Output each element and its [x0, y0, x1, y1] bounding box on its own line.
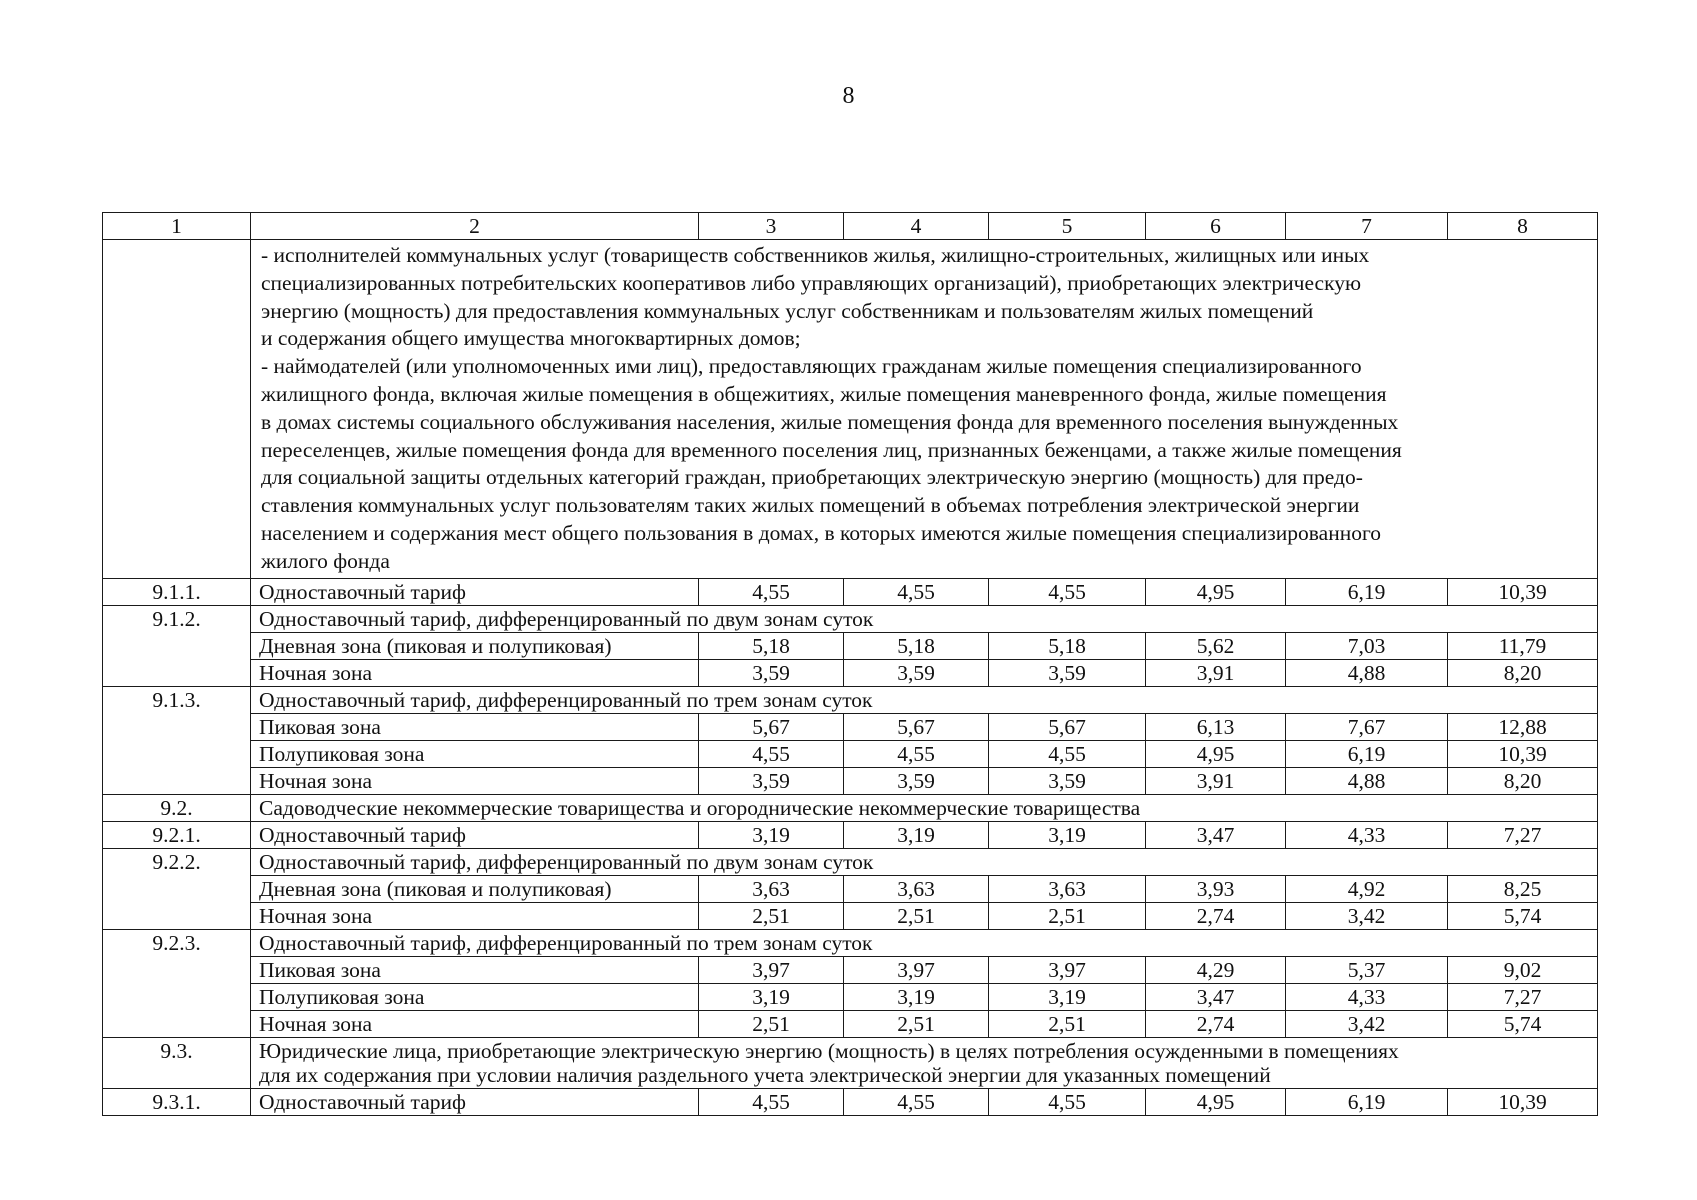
tariff-value: 5,37: [1286, 956, 1448, 983]
tariff-value: 4,55: [844, 578, 989, 605]
tariff-value: 12,88: [1448, 713, 1598, 740]
tariff-value: 8,20: [1448, 659, 1598, 686]
tariff-value: 4,55: [844, 740, 989, 767]
column-number: 4: [844, 213, 989, 240]
text-line: специализированных потребительских кооперативов либо управляющих организаций), приобретающих электрическую: [261, 270, 1362, 295]
tariff-row: [103, 767, 1598, 794]
text-line: для их содержания при условии наличия раздельного учета электрической энергии для указанных помещений: [259, 1062, 1271, 1087]
tariff-value: 10,39: [1448, 1088, 1598, 1115]
column-number: 5: [989, 213, 1146, 240]
tariff-value: 5,67: [989, 713, 1146, 740]
column-number: 7: [1286, 213, 1448, 240]
tariff-value: 5,67: [699, 713, 844, 740]
text-line: жилищного фонда, включая жилые помещения в общежитиях, жилые помещения маневренного фонда, жилые помещения: [261, 381, 1387, 406]
tariff-value: 4,55: [699, 1088, 844, 1115]
tariff-value: 4,55: [699, 740, 844, 767]
tariff-value: 3,19: [844, 983, 989, 1010]
tariff-row: [103, 1088, 1598, 1115]
tariff-value: 8,20: [1448, 767, 1598, 794]
text-line: в домах системы социального обслуживания населения, жилые помещения фонда для временного поселения вынужденных: [261, 409, 1399, 434]
row-number-cell: 9.2.: [103, 794, 251, 821]
tariff-value: 3,59: [989, 767, 1146, 794]
tariff-value: 4,55: [989, 578, 1146, 605]
tariff-value: 3,19: [844, 821, 989, 848]
column-number: 3: [699, 213, 844, 240]
row-number-cell: 9.1.2.: [103, 605, 251, 686]
tariff-value: 4,55: [989, 740, 1146, 767]
tariff-value: 3,59: [699, 659, 844, 686]
text-line: для социальной защиты отдельных категорий граждан, приобретающих электрическую энергию (мощность) для предо-: [261, 465, 1363, 490]
column-number: 1: [103, 213, 251, 240]
tariff-table: [102, 212, 1598, 1116]
tariff-row: [103, 983, 1598, 1010]
tariff-value: 3,91: [1146, 659, 1286, 686]
tariff-value: 4,95: [1146, 740, 1286, 767]
section-heading-row: [103, 686, 1598, 713]
tariff-value: 4,55: [844, 1088, 989, 1115]
tariff-value: 5,18: [989, 632, 1146, 659]
tariff-value: 3,42: [1286, 1010, 1448, 1037]
column-number: 6: [1146, 213, 1286, 240]
tariff-value: 3,59: [989, 659, 1146, 686]
tariff-value: 7,27: [1448, 821, 1598, 848]
tariff-label: Дневная зона (пиковая и полупиковая): [251, 632, 699, 659]
tariff-value: 3,42: [1286, 902, 1448, 929]
section-heading-row: [103, 1037, 1598, 1088]
text-line: - наймодателей (или уполномоченных ими лиц), предоставляющих гражданам жилые помещения специализированного: [261, 354, 1362, 379]
row-number-cell: 9.1.3.: [103, 686, 251, 794]
tariff-value: 4,33: [1286, 821, 1448, 848]
row-number-cell: [103, 240, 251, 579]
tariff-row: [103, 902, 1598, 929]
tariff-value: 4,88: [1286, 659, 1448, 686]
tariff-label: Одноставочный тариф: [251, 578, 699, 605]
tariff-value: 3,47: [1146, 821, 1286, 848]
tariff-value: 4,92: [1286, 875, 1448, 902]
tariff-value: 5,18: [844, 632, 989, 659]
tariff-value: 3,93: [1146, 875, 1286, 902]
text-line: переселенцев, жилые помещения фонда для временного поселения лиц, признанных беженцами, а также жилые помещения: [261, 437, 1402, 462]
tariff-value: 4,55: [989, 1088, 1146, 1115]
text-line: Юридические лица, приобретающие электрическую энергию (мощность) в целях потребления осужденными в помещениях: [259, 1038, 1399, 1063]
tariff-value: 2,51: [844, 1010, 989, 1037]
tariff-value: 3,19: [989, 983, 1146, 1010]
tariff-value: 4,95: [1146, 1088, 1286, 1115]
section-heading-row: [103, 794, 1598, 821]
section-heading: [251, 1037, 1598, 1088]
tariff-label: Полупиковая зона: [251, 983, 699, 1010]
tariff-label: Ночная зона: [251, 1010, 699, 1037]
tariff-value: 3,19: [989, 821, 1146, 848]
row-number-cell: 9.3.1.: [103, 1088, 251, 1115]
tariff-value: 7,27: [1448, 983, 1598, 1010]
row-number-cell: 9.3.: [103, 1037, 251, 1088]
tariff-value: 2,51: [699, 902, 844, 929]
text-line: - исполнителей коммунальных услуг (товариществ собственников жилья, жилищно-строительных, жилищных или иных: [261, 243, 1370, 267]
consumer-category-text: [251, 240, 1598, 579]
text-line: ставления коммунальных услуг пользователям таких жилых помещений в объемах потребления электрической энергии: [261, 493, 1360, 518]
tariff-row: [103, 632, 1598, 659]
tariff-value: 3,59: [844, 659, 989, 686]
tariff-value: 5,62: [1146, 632, 1286, 659]
tariff-value: 6,19: [1286, 578, 1448, 605]
tariff-value: 7,03: [1286, 632, 1448, 659]
tariff-value: 3,19: [699, 983, 844, 1010]
tariff-value: 2,51: [989, 902, 1146, 929]
intro-row: [103, 240, 1598, 579]
tariff-value: 4,29: [1146, 956, 1286, 983]
tariff-value: 4,55: [699, 578, 844, 605]
section-heading: Одноставочный тариф, дифференцированный по двум зонам суток: [251, 848, 1598, 875]
tariff-value: 4,33: [1286, 983, 1448, 1010]
tariff-label: Ночная зона: [251, 902, 699, 929]
tariff-value: 2,74: [1146, 1010, 1286, 1037]
column-number-row: [103, 213, 1598, 240]
tariff-row: [103, 875, 1598, 902]
page-number: 8: [842, 83, 855, 109]
tariff-row: [103, 578, 1598, 605]
section-heading-row: [103, 929, 1598, 956]
tariff-value: 7,67: [1286, 713, 1448, 740]
tariff-value: 3,63: [989, 875, 1146, 902]
section-heading: Одноставочный тариф, дифференцированный по трем зонам суток: [251, 929, 1598, 956]
tariff-row: [103, 956, 1598, 983]
tariff-value: 3,63: [699, 875, 844, 902]
tariff-value: 9,02: [1448, 956, 1598, 983]
tariff-value: 3,97: [699, 956, 844, 983]
tariff-label: Одноставочный тариф: [251, 1088, 699, 1115]
text-line: энергию (мощность) для предоставления коммунальных услуг собственникам и пользователям жилых помещений: [261, 298, 1314, 323]
column-number: 2: [251, 213, 699, 240]
tariff-row: [103, 740, 1598, 767]
section-heading: Садоводческие некоммерческие товарищества и огороднические некоммерческие товарищества: [251, 794, 1598, 821]
tariff-value: 3,91: [1146, 767, 1286, 794]
tariff-value: 3,47: [1146, 983, 1286, 1010]
section-heading-row: [103, 848, 1598, 875]
tariff-value: 3,63: [844, 875, 989, 902]
tariff-label: Полупиковая зона: [251, 740, 699, 767]
tariff-value: 8,25: [1448, 875, 1598, 902]
tariff-row: [103, 713, 1598, 740]
row-number-cell: 9.2.3.: [103, 929, 251, 1037]
tariff-row: [103, 659, 1598, 686]
tariff-value: 6,19: [1286, 1088, 1448, 1115]
tariff-value: 5,18: [699, 632, 844, 659]
tariff-value: 6,19: [1286, 740, 1448, 767]
text-line: жилого фонда: [261, 548, 390, 573]
tariff-value: 2,51: [844, 902, 989, 929]
tariff-row: [103, 821, 1598, 848]
tariff-label: Одноставочный тариф: [251, 821, 699, 848]
column-number: 8: [1448, 213, 1598, 240]
tariff-value: 3,59: [699, 767, 844, 794]
tariff-value: 5,67: [844, 713, 989, 740]
tariff-value: 2,51: [699, 1010, 844, 1037]
text-line: и содержания общего имущества многоквартирных домов;: [261, 326, 801, 351]
text-line: населением и содержания мест общего пользования в домах, в которых имеются жилые помещения специализированного: [261, 520, 1381, 545]
tariff-value: 2,74: [1146, 902, 1286, 929]
section-heading: Одноставочный тариф, дифференцированный по трем зонам суток: [251, 686, 1598, 713]
tariff-value: 3,97: [989, 956, 1146, 983]
tariff-label: Дневная зона (пиковая и полупиковая): [251, 875, 699, 902]
tariff-value: 5,74: [1448, 1010, 1598, 1037]
tariff-value: 10,39: [1448, 578, 1598, 605]
section-heading: Одноставочный тариф, дифференцированный по двум зонам суток: [251, 605, 1598, 632]
row-number-cell: 9.2.2.: [103, 848, 251, 929]
tariff-label: Ночная зона: [251, 767, 699, 794]
row-number-cell: 9.1.1.: [103, 578, 251, 605]
tariff-label: Пиковая зона: [251, 956, 699, 983]
tariff-value: 3,97: [844, 956, 989, 983]
tariff-value: 3,59: [844, 767, 989, 794]
tariff-value: 6,13: [1146, 713, 1286, 740]
tariff-value: 10,39: [1448, 740, 1598, 767]
tariff-value: 4,95: [1146, 578, 1286, 605]
tariff-value: 11,79: [1448, 632, 1598, 659]
section-heading-row: [103, 605, 1598, 632]
tariff-value: 5,74: [1448, 902, 1598, 929]
tariff-row: [103, 1010, 1598, 1037]
row-number-cell: 9.2.1.: [103, 821, 251, 848]
tariff-value: 3,19: [699, 821, 844, 848]
tariff-label: Ночная зона: [251, 659, 699, 686]
tariff-value: 4,88: [1286, 767, 1448, 794]
tariff-value: 2,51: [989, 1010, 1146, 1037]
tariff-label: Пиковая зона: [251, 713, 699, 740]
